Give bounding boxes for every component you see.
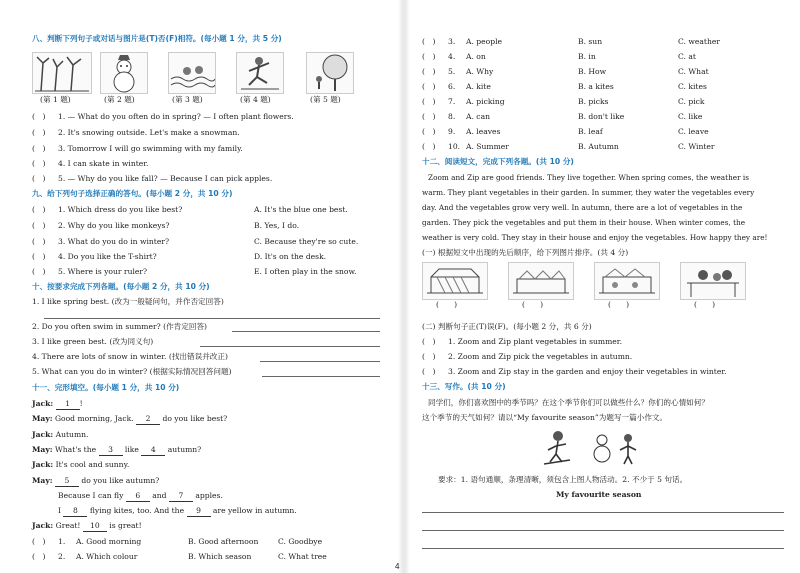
cloze-option-row-8: ( ) 8. A. can B. don't like C. like [422, 112, 703, 121]
answer-line[interactable] [260, 361, 380, 362]
sequence-blank-1[interactable]: ( ) [436, 300, 458, 309]
cloze-option-row-7: ( ) 7. A. picking B. picks C. pick [422, 97, 705, 106]
sec10-item-1: 1. I like spring best. (改为一般疑问句，并作否定回答) [32, 297, 224, 306]
caption-1: (第 1 题) [40, 95, 71, 104]
passage-line-4: garden. They pick the vegetables and put them in their house. When winter comes, the [422, 218, 746, 227]
passage-line-5: weather is very cold. They stay in their house and enjoy the vegetables. How happy they are! [422, 233, 768, 242]
dialogue-line-2: May: Good morning, Jack. 2 do you like best? [32, 414, 228, 423]
cloze-option-row-1: ( ) 1. A. Good morning B. Good afternoon C. Goodbye [32, 537, 323, 546]
sec9-answer-C: C. Because they're so cute. [254, 237, 359, 246]
writing-prompt-line-1: 同学们，你们喜欢图中的季节吗？在这个季节你们可以做些什么？你们的心情如何？ [428, 398, 709, 407]
caption-3: (第 3 题) [172, 95, 203, 104]
section-8-title: 八、判断下列句子或对话与图片是(T)否(F)相符。(每小题 1 分，共 5 分) [32, 34, 282, 43]
sec9-item-3: ( ) 3. What do you do in winter? [32, 237, 170, 246]
sec10-item-5: 5. What can you do in winter? (根据实际情况回答问题) [32, 367, 232, 376]
sec12-item-1: ( ) 1. Zoom and Zip plant vegetables in summer. [422, 337, 622, 346]
cloze-option-row-3: ( ) 3. A. people B. sun C. weather [422, 37, 720, 46]
caption-5: (第 5 题) [310, 95, 341, 104]
sequence-picture-garden-water [508, 262, 574, 300]
sec9-answer-A: A. It's the blue one best. [254, 205, 348, 214]
caption-4: (第 4 题) [240, 95, 271, 104]
sec9-answer-B: B. Yes, I do. [254, 221, 300, 230]
sec9-item-2: ( ) 2. Why do you like monkeys? [32, 221, 170, 230]
dialogue-line-4: May: What's the 3 like 4 autumn? [32, 445, 202, 454]
passage-line-2: warm. They plant vegetables in their garden. In summer, they water the vegetables every [422, 188, 755, 197]
sec8-item-1: ( ) 1. — What do you often do in spring? — I often plant flowers. [32, 112, 294, 121]
cloze-option-row-10: ( ) 10. A. Summer B. Autumn C. Winter [422, 142, 715, 151]
part-2-instruction: (二) 判断句子正(T)误(F)。(每小题 2 分，共 6 分) [422, 322, 592, 331]
passage-line-3: day. And the vegetables grow very well. In autumn, there are a lot of vegetables in the [422, 203, 743, 212]
dialogue-line-1: Jack: 1 ! [32, 399, 83, 408]
sec10-item-4: 4. There are lots of snow in winter. (找出错误并改正) [32, 352, 228, 361]
page-gutter [398, 0, 410, 573]
sec9-answer-E: E. I often play in the snow. [254, 267, 357, 276]
winter-activity-illustration [540, 428, 650, 468]
essay-title: My favourite season [556, 490, 642, 499]
dialogue-line-6: May: 5 do you like autumn? [32, 476, 160, 485]
dialogue-line-8: I 8 flying kites, too. And the 9 are yellow in autumn. [58, 506, 297, 515]
sequence-blank-3[interactable]: ( ) [608, 300, 630, 309]
sec9-item-1: ( ) 1. Which dress do you like best? [32, 205, 183, 214]
section-12-title: 十二、阅读短文，完成下列各题。(共 10 分) [422, 157, 574, 166]
sec9-item-5: ( ) 5. Where is your ruler? [32, 267, 148, 276]
caption-2: (第 2 题) [104, 95, 135, 104]
answer-line[interactable] [232, 331, 380, 332]
page-number: 4 [395, 562, 400, 571]
picture-4-skating [236, 52, 284, 94]
picture-5-apple-tree [306, 52, 354, 94]
writing-line-2[interactable] [422, 530, 784, 531]
sec8-item-2: ( ) 2. It's snowing outside. Let's make a snowman. [32, 128, 240, 137]
sec8-item-5: ( ) 5. — Why do you like fall? — Because I can pick apples. [32, 174, 273, 183]
cloze-option-row-4: ( ) 4. A. on B. in C. at [422, 52, 696, 61]
dialogue-line-3: Jack: Autumn. [32, 430, 89, 439]
cloze-option-row-6: ( ) 6. A. kite B. a kites C. kites [422, 82, 707, 91]
sequence-picture-garden-pick [594, 262, 660, 300]
writing-line-1[interactable] [422, 512, 784, 513]
writing-line-3[interactable] [422, 548, 784, 549]
answer-line[interactable] [44, 318, 380, 319]
picture-2-snowman [100, 52, 148, 94]
picture-1-flowers [32, 52, 92, 94]
sec9-answer-D: D. It's on the desk. [254, 252, 327, 261]
sec12-item-2: ( ) 2. Zoom and Zip pick the vegetables in autumn. [422, 352, 633, 361]
sequence-picture-house-enjoy [680, 262, 746, 300]
sec9-item-4: ( ) 4. Do you like the T-shirt? [32, 252, 157, 261]
sec10-item-2: 2. Do you often swim in summer? (作肯定回答) [32, 322, 208, 331]
section-11-title: 十一、完形填空。(每小题 1 分，共 10 分) [32, 383, 180, 392]
dialogue-line-5: Jack: It's cool and sunny. [32, 460, 130, 469]
answer-line[interactable] [200, 346, 380, 347]
picture-3-swimming [168, 52, 216, 94]
dialogue-line-7: Because I can fly 6 and 7 apples. [58, 491, 223, 500]
writing-requirements: 要求：1. 语句通顺，条理清晰，须包含上图人物活动。2. 不少于 5 句话。 [438, 475, 688, 484]
section-13-title: 十三、写作。(共 10 分) [422, 382, 506, 391]
sec12-item-3: ( ) 3. Zoom and Zip stay in the garden and enjoy their vegetables in winter. [422, 367, 727, 376]
section-10-title: 十、按要求完成下列各题。(每小题 2 分，共 10 分) [32, 282, 210, 291]
passage-line-1: Zoom and Zip are good friends. They live together. When spring comes, the weather is [428, 173, 749, 182]
writing-prompt-line-2: 这个季节的天气如何？请以“My favourite season”为题写一篇小作文。 [422, 413, 668, 422]
sequence-blank-4[interactable]: ( ) [694, 300, 716, 309]
section-9-title: 九、给下列句子选择正确的答句。(每小题 2 分，共 10 分) [32, 189, 233, 198]
cloze-option-row-2: ( ) 2. A. Which colour B. Which season C. What tree [32, 552, 327, 561]
sec8-item-3: ( ) 3. Tomorrow I will go swimming with my family. [32, 144, 243, 153]
cloze-option-row-9: ( ) 9. A. leaves B. leaf C. leave [422, 127, 709, 136]
sequence-blank-2[interactable]: ( ) [522, 300, 544, 309]
part-1-instruction: (一) 根据短文中出现的先后顺序，给下列图片排序。(共 4 分) [422, 248, 629, 257]
cloze-option-row-5: ( ) 5. A. Why B. How C. What [422, 67, 709, 76]
answer-line[interactable] [262, 376, 380, 377]
dialogue-line-9: Jack: Great! 10 is great! [32, 521, 142, 530]
sec8-item-4: ( ) 4. I can skate in winter. [32, 159, 149, 168]
sec10-item-3: 3. I like green best. (改为同义句) [32, 337, 154, 346]
sequence-picture-garden-plant [422, 262, 488, 300]
